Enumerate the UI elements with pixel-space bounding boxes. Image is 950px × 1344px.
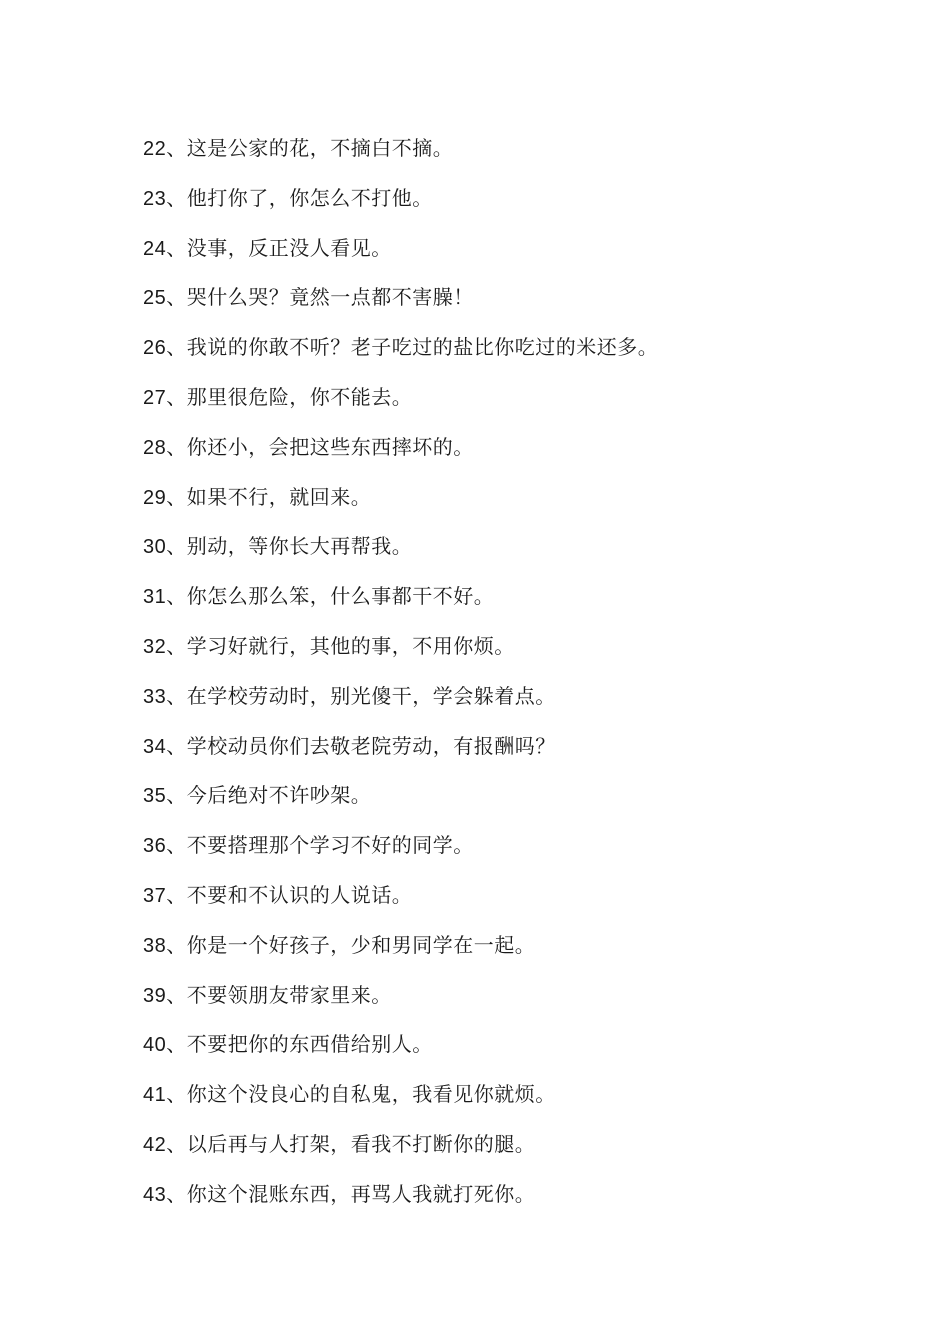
item-text: 、没事，反正没人看见。	[166, 235, 392, 260]
item-text: 、在学校劳动时，别光傻干，学会躲着点。	[166, 683, 556, 708]
item-text: 、他打你了，你怎么不打他。	[166, 185, 433, 210]
item-text: 、你是一个好孩子，少和男同学在一起。	[166, 932, 536, 957]
list-item	[143, 380, 658, 430]
list-item	[143, 679, 658, 729]
list-item	[143, 529, 658, 579]
item-text: 、这是公家的花，不摘白不摘。	[166, 136, 454, 160]
item-text: 、学校动员你们去敬老院劳动，有报酬吗？	[166, 733, 556, 758]
item-number: 41	[143, 1084, 167, 1107]
item-number: 43	[143, 1183, 167, 1206]
item-number: 23	[143, 187, 167, 210]
list-item	[143, 978, 658, 1028]
item-text: 、你这个混账东西，再骂人我就打死你。	[166, 1181, 536, 1206]
list-item	[143, 928, 658, 978]
item-text: 、学习好就行，其他的事，不用你烦。	[166, 633, 515, 658]
item-number: 40	[143, 1034, 167, 1057]
list-item	[143, 330, 658, 380]
list-item	[143, 1127, 658, 1177]
item-number: 24	[143, 237, 167, 260]
list-item	[143, 579, 658, 629]
item-number: 22	[143, 138, 167, 160]
item-text: 、以后再与人打架，看我不打断你的腿。	[166, 1131, 536, 1156]
list-item	[143, 1077, 658, 1127]
item-text: 、不要领朋友带家里来。	[166, 982, 392, 1007]
item-number: 42	[143, 1133, 167, 1156]
item-text: 、别动，等你长大再帮我。	[166, 534, 413, 559]
list-item	[143, 629, 658, 679]
item-text: 、如果不行，就回来。	[166, 484, 372, 509]
list-item	[143, 1177, 658, 1227]
item-number: 38	[143, 934, 167, 957]
numbered-list	[143, 131, 658, 1227]
item-number: 25	[143, 287, 167, 310]
list-item	[143, 828, 658, 878]
item-number: 34	[143, 735, 167, 758]
item-text: 、不要把你的东西借给别人。	[166, 1032, 433, 1057]
list-item	[143, 778, 658, 828]
item-text: 、哭什么哭？竟然一点都不害臊！	[166, 285, 474, 310]
item-number: 33	[143, 685, 167, 708]
list-item	[143, 729, 658, 779]
list-item	[143, 231, 658, 281]
item-number: 37	[143, 884, 167, 907]
item-text: 、今后绝对不许吵架。	[166, 783, 372, 808]
item-text: 、你怎么那么笨，什么事都干不好。	[166, 584, 495, 609]
item-text: 、你还小，会把这些东西摔坏的。	[166, 434, 474, 459]
list-item	[143, 878, 658, 928]
item-number: 30	[143, 536, 167, 559]
item-number: 27	[143, 386, 167, 409]
item-text: 、我说的你敢不听？老子吃过的盐比你吃过的米还多。	[166, 335, 659, 360]
list-item	[143, 181, 658, 231]
item-text: 、不要搭理那个学习不好的同学。	[166, 833, 474, 858]
item-number: 36	[143, 835, 167, 858]
item-number: 28	[143, 436, 167, 459]
item-number: 31	[143, 586, 167, 609]
item-text: 、不要和不认识的人说话。	[166, 882, 413, 907]
list-item	[143, 280, 658, 330]
item-number: 32	[143, 635, 167, 658]
item-number: 26	[143, 337, 167, 360]
item-number: 29	[143, 486, 167, 509]
list-item	[143, 480, 658, 530]
item-text: 、你这个没良心的自私鬼，我看见你就烦。	[166, 1082, 556, 1107]
list-item	[143, 131, 658, 181]
item-text: 、那里很危险，你不能去。	[166, 384, 413, 409]
list-item	[143, 430, 658, 480]
item-number: 39	[143, 984, 167, 1007]
list-item	[143, 1027, 658, 1077]
item-number: 35	[143, 785, 167, 808]
